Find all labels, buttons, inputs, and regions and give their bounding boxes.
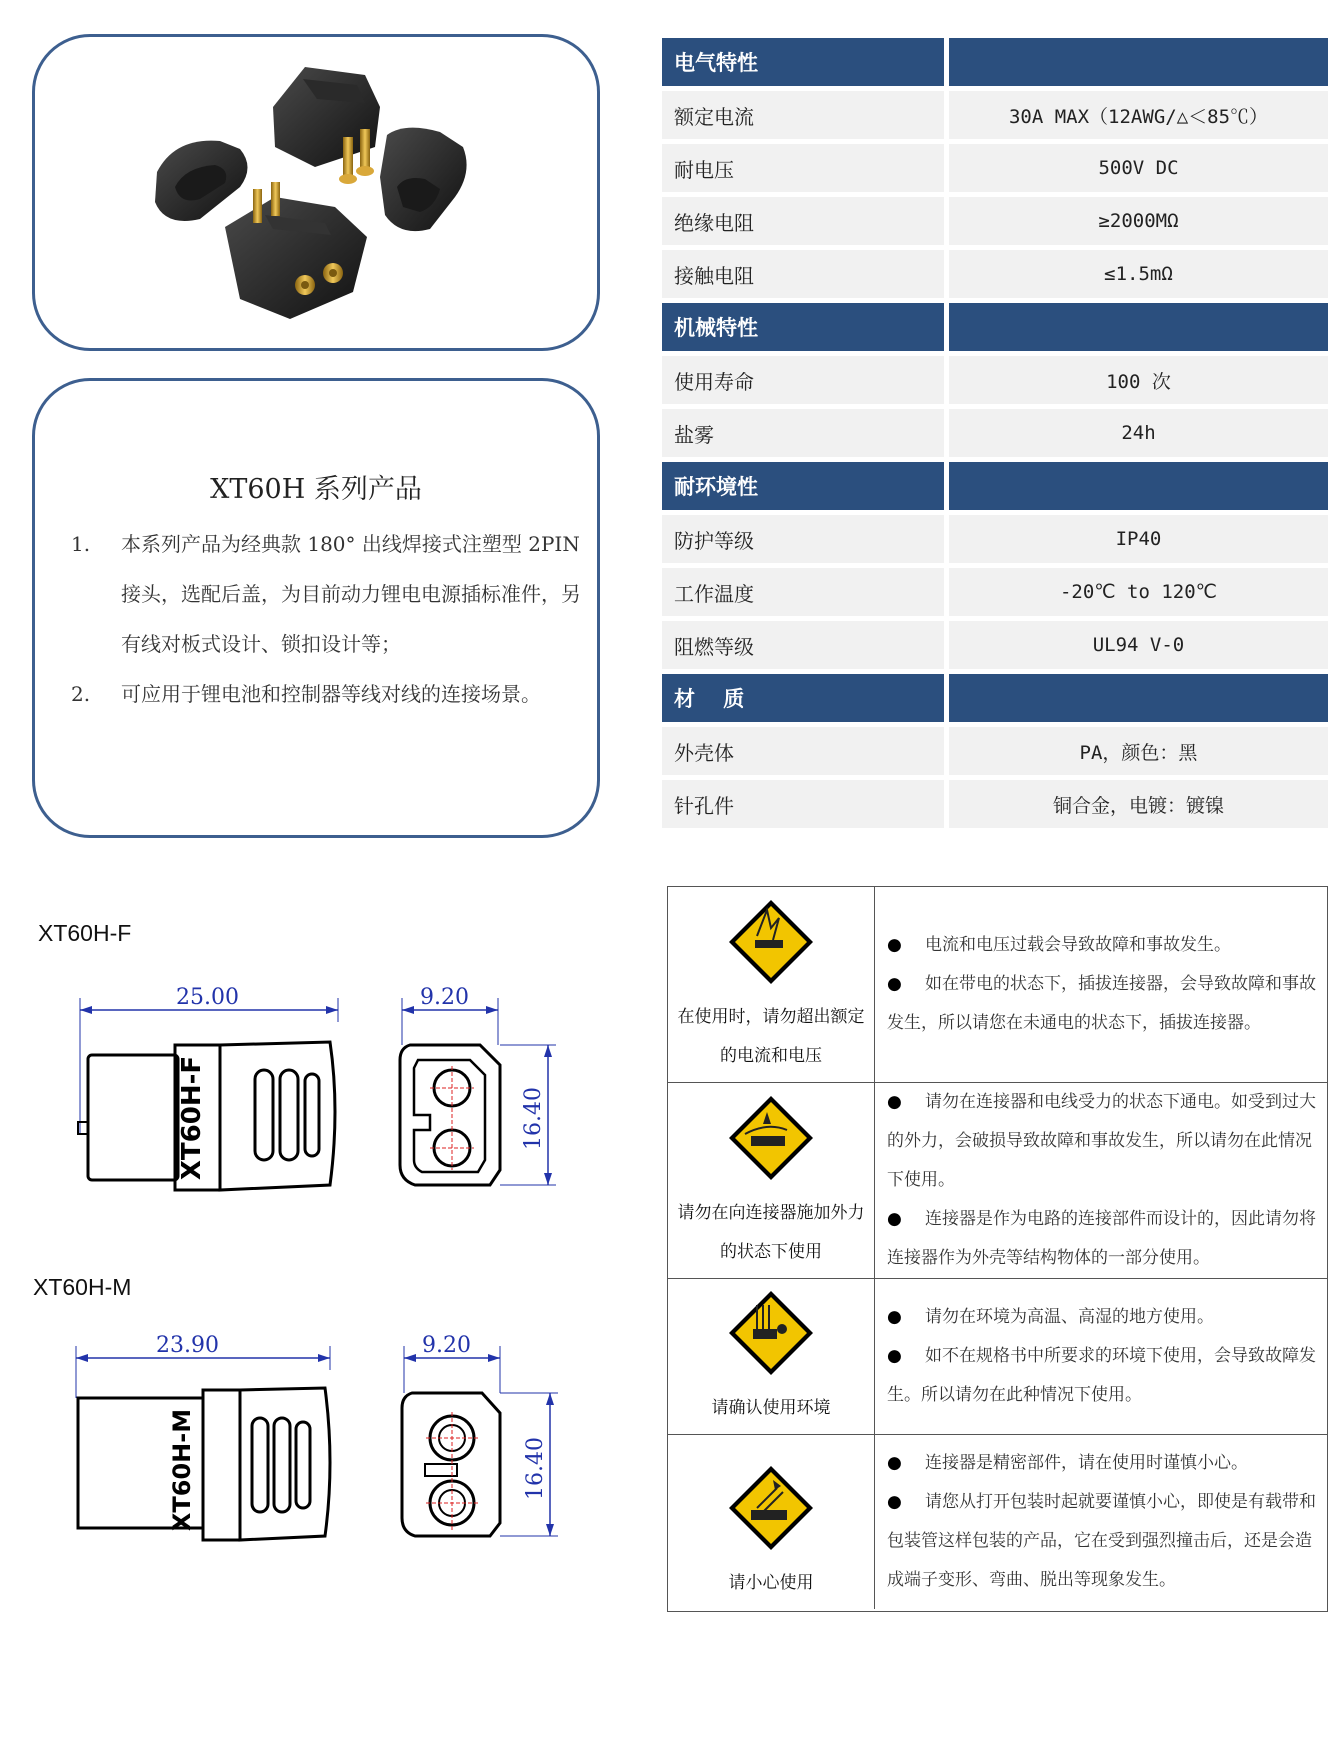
spec-row	[662, 780, 1328, 828]
spec-label: 接触电阻	[662, 250, 944, 298]
warning-bullet	[887, 965, 1317, 1043]
spec-row	[662, 409, 1328, 457]
male-length-dimension: 23.90	[156, 1333, 219, 1358]
spec-row	[662, 91, 1328, 139]
bullet-dot-icon: ●	[887, 935, 902, 955]
warning-bullet	[887, 1444, 1317, 1483]
warning-bullet	[887, 1200, 1317, 1278]
feature-number: 2.	[71, 682, 91, 706]
spec-value	[949, 674, 1328, 722]
warning-bullet-text: 连接器是作为电路的连接部件而设计的，因此请勿将连接器作为外壳等结构物体的一部分使用。	[887, 1209, 1316, 1268]
usage-warning-table	[667, 886, 1328, 1612]
spec-label: 绝缘电阻	[662, 197, 944, 245]
bullet-dot-icon: ●	[887, 1453, 902, 1473]
product-series-title: XT60H 系列产品	[210, 474, 422, 505]
spec-label: 阻燃等级	[662, 621, 944, 669]
warning-bullet-text: 电流和电压过载会导致故障和事故发生。	[925, 935, 1231, 955]
warning-bullet-text: 请您从打开包装时起就要谨慎小心，即使是有载带和包装管这样包装的产品，它在受到强烈撞击后，还是会造成端子变形、弯曲、脱出等现象发生。	[887, 1492, 1316, 1590]
warning-details	[875, 1083, 1327, 1278]
female-length-dimension: 25.00	[176, 985, 239, 1010]
feature-number: 1.	[71, 532, 91, 556]
spec-value: 100 次	[949, 356, 1328, 404]
spec-label: 耐环境性	[662, 462, 944, 510]
product-description-card	[32, 378, 600, 838]
spec-value: IP40	[949, 515, 1328, 563]
warning-bullet-text: 连接器是精密部件，请在使用时谨慎小心。	[925, 1453, 1248, 1473]
bullet-dot-icon: ●	[887, 1209, 902, 1229]
male-drawing-label: XT60H-M	[33, 1274, 132, 1300]
warning-icon-cell	[668, 887, 875, 1082]
spec-label: 工作温度	[662, 568, 944, 616]
warning-details	[875, 1279, 1327, 1434]
bullet-dot-icon: ●	[887, 1092, 902, 1112]
warning-bullet	[887, 1298, 1317, 1337]
bullet-dot-icon: ●	[887, 974, 902, 994]
spec-row	[662, 356, 1328, 404]
warning-icon-cell	[668, 1083, 875, 1278]
warning-caption: 请确认使用环境	[711, 1398, 831, 1418]
spec-label: 防护等级	[662, 515, 944, 563]
warning-bullet-text: 请勿在环境为高温、高湿的地方使用。	[925, 1307, 1214, 1327]
male-body-mark: XT60H-M	[168, 1408, 196, 1532]
external-force-warning-icon	[727, 1094, 815, 1186]
warning-icon-cell	[668, 1435, 875, 1609]
spec-row	[662, 250, 1328, 298]
warning-details	[875, 1435, 1327, 1609]
spec-section-header	[662, 303, 1328, 351]
spec-label: 机械特性	[662, 303, 944, 351]
connector-photo	[35, 37, 597, 348]
spec-value: ≤1.5mΩ	[949, 250, 1328, 298]
spec-row	[662, 197, 1328, 245]
spec-value: 500V DC	[949, 144, 1328, 192]
warning-bullet	[887, 1483, 1317, 1600]
male-width-dimension: 9.20	[422, 1333, 471, 1358]
spec-value: UL94 V-0	[949, 621, 1328, 669]
spec-value	[949, 303, 1328, 351]
spec-value	[949, 38, 1328, 86]
spec-label: 额定电流	[662, 91, 944, 139]
specification-table	[662, 38, 1328, 833]
spec-row	[662, 144, 1328, 192]
spec-value	[949, 462, 1328, 510]
warning-bullet	[887, 1337, 1317, 1415]
overload-warning-icon	[727, 898, 815, 990]
warning-bullet	[887, 1083, 1317, 1200]
warning-row	[668, 1435, 1327, 1609]
bullet-dot-icon: ●	[887, 1307, 902, 1327]
warning-row	[668, 1279, 1327, 1435]
bullet-dot-icon: ●	[887, 1492, 902, 1512]
spec-label: 使用寿命	[662, 356, 944, 404]
spec-value: 铜合金，电镀：镀镍	[949, 780, 1328, 828]
spec-value: PA，颜色：黑	[949, 727, 1328, 775]
warning-caption: 在使用时，请勿超出额定的电流和电压	[677, 1007, 865, 1066]
spec-row	[662, 515, 1328, 563]
feature-item	[71, 519, 581, 669]
spec-section-header	[662, 462, 1328, 510]
bullet-dot-icon: ●	[887, 1346, 902, 1366]
product-photo-card	[32, 34, 600, 351]
spec-row	[662, 621, 1328, 669]
spec-label: 针孔件	[662, 780, 944, 828]
spec-section-header	[662, 38, 1328, 86]
female-height-dimension: 16.40	[521, 1087, 546, 1150]
female-body-mark: XT60H-F	[177, 1055, 207, 1181]
feature-text: 本系列产品为经典款 180° 出线焊接式注塑型 2PIN 接头，选配后盖，为目前动力锂电电源插标准件，另有线对板式设计、锁扣设计等；	[121, 532, 581, 656]
warning-bullet	[887, 926, 1317, 965]
spec-label: 电气特性	[662, 38, 944, 86]
spec-value: 30A MAX（12AWG/△＜85℃）	[949, 91, 1328, 139]
spec-label: 盐雾	[662, 409, 944, 457]
warning-bullet-text: 请勿在连接器和电线受力的状态下通电。如受到过大的外力，会破损导致故障和事故发生，所以请勿在此情况下使用。	[887, 1092, 1316, 1190]
female-connector-drawing	[0, 970, 600, 1270]
warning-row	[668, 887, 1327, 1083]
feature-text: 可应用于锂电池和控制器等线对线的连接场景。	[121, 682, 541, 706]
warning-bullet-text: 如不在规格书中所要求的环境下使用，会导致故障发生。所以请勿在此种情况下使用。	[887, 1346, 1316, 1405]
spec-row	[662, 727, 1328, 775]
warning-row	[668, 1083, 1327, 1279]
spec-value: -20℃ to 120℃	[949, 568, 1328, 616]
warning-icon-cell	[668, 1279, 875, 1434]
male-connector-drawing	[0, 1318, 600, 1618]
product-feature-list	[71, 519, 581, 719]
female-width-dimension: 9.20	[420, 985, 469, 1010]
environment-warning-icon	[727, 1289, 815, 1381]
handle-with-care-icon	[727, 1464, 815, 1556]
spec-label: 耐电压	[662, 144, 944, 192]
warning-caption: 请小心使用	[728, 1573, 814, 1593]
warning-caption: 请勿在向连接器施加外力的状态下使用	[677, 1203, 865, 1262]
warning-details	[875, 887, 1327, 1082]
warning-bullet-text: 如在带电的状态下，插拔连接器，会导致故障和事故发生，所以请您在未通电的状态下，插拔连接器。	[887, 974, 1316, 1033]
female-drawing-label: XT60H-F	[38, 920, 132, 946]
spec-section-header	[662, 674, 1328, 722]
spec-value: 24h	[949, 409, 1328, 457]
male-height-dimension: 16.40	[523, 1437, 548, 1500]
feature-item	[71, 669, 581, 719]
spec-value: ≥2000MΩ	[949, 197, 1328, 245]
spec-label: 材 质	[662, 674, 944, 722]
spec-row	[662, 568, 1328, 616]
spec-label: 外壳体	[662, 727, 944, 775]
